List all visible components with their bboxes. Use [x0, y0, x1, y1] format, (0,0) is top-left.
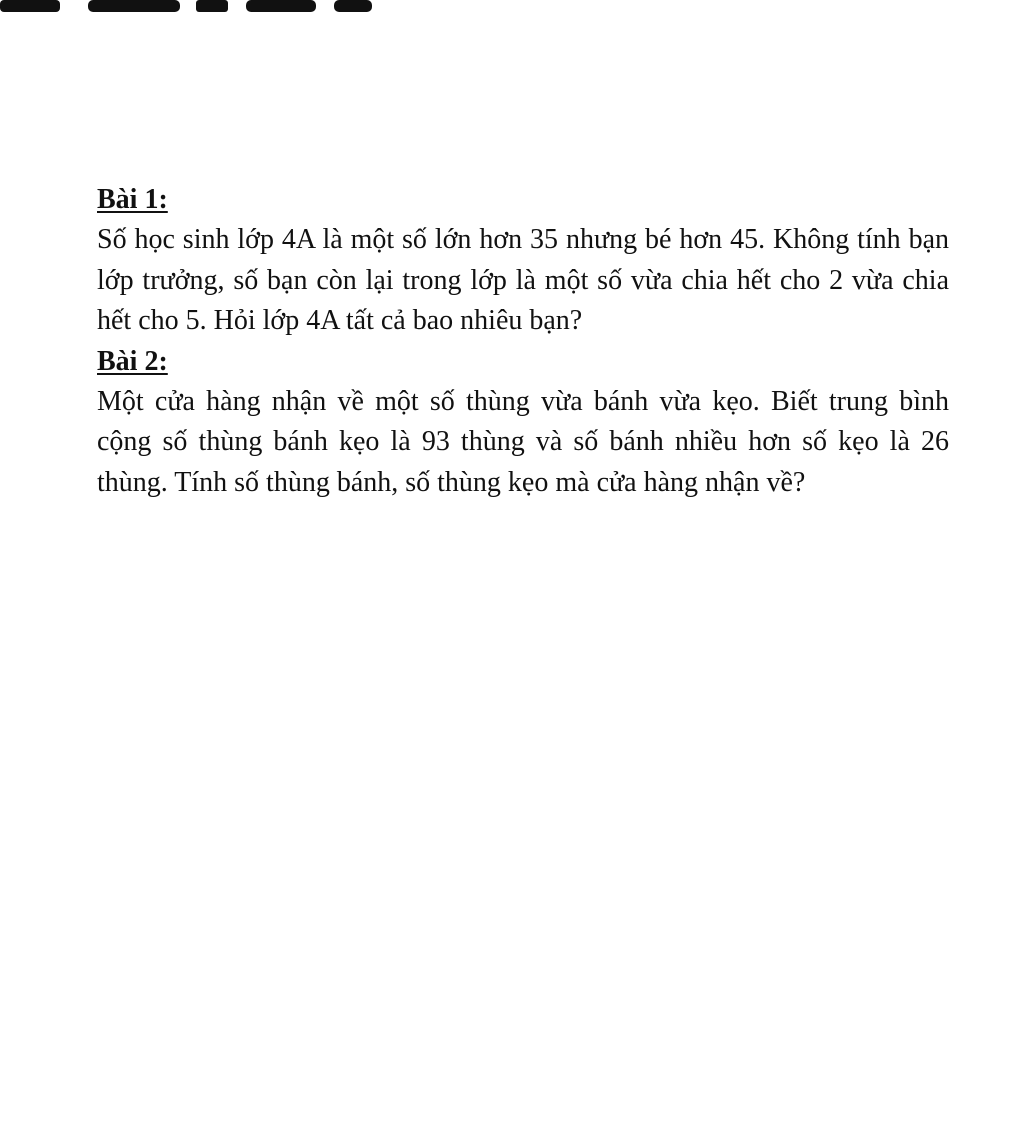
document-body — [97, 180, 949, 503]
exercise-1 — [97, 180, 949, 342]
exercise-2 — [97, 342, 949, 504]
cropped-title-fragment — [0, 0, 1024, 20]
exercise-1-heading: Bài 1: — [97, 184, 168, 215]
exercise-2-heading: Bài 2: — [97, 345, 168, 377]
exercise-2-text: Một cửa hàng nhận về một số thùng vừa bánh vừa kẹo. Biết trung bình cộng số thùng bánh kẹo là 93 thùng và số bánh nhiều hơn số kẹo là 26 thùng. Tính số thùng bánh, số thùng kẹo mà cửa hàng nhận về? — [97, 385, 949, 498]
exercise-1-text: Số học sinh lớp 4A là một số lớn hơn 35 nhưng bé hơn 45. Không tính bạn lớp trưởng, số bạn còn lại trong lớp là một số vừa chia hết cho 2 vừa chia hết cho 5. Hỏi lớp 4A tất cả bao nhiêu bạn? — [97, 224, 949, 336]
